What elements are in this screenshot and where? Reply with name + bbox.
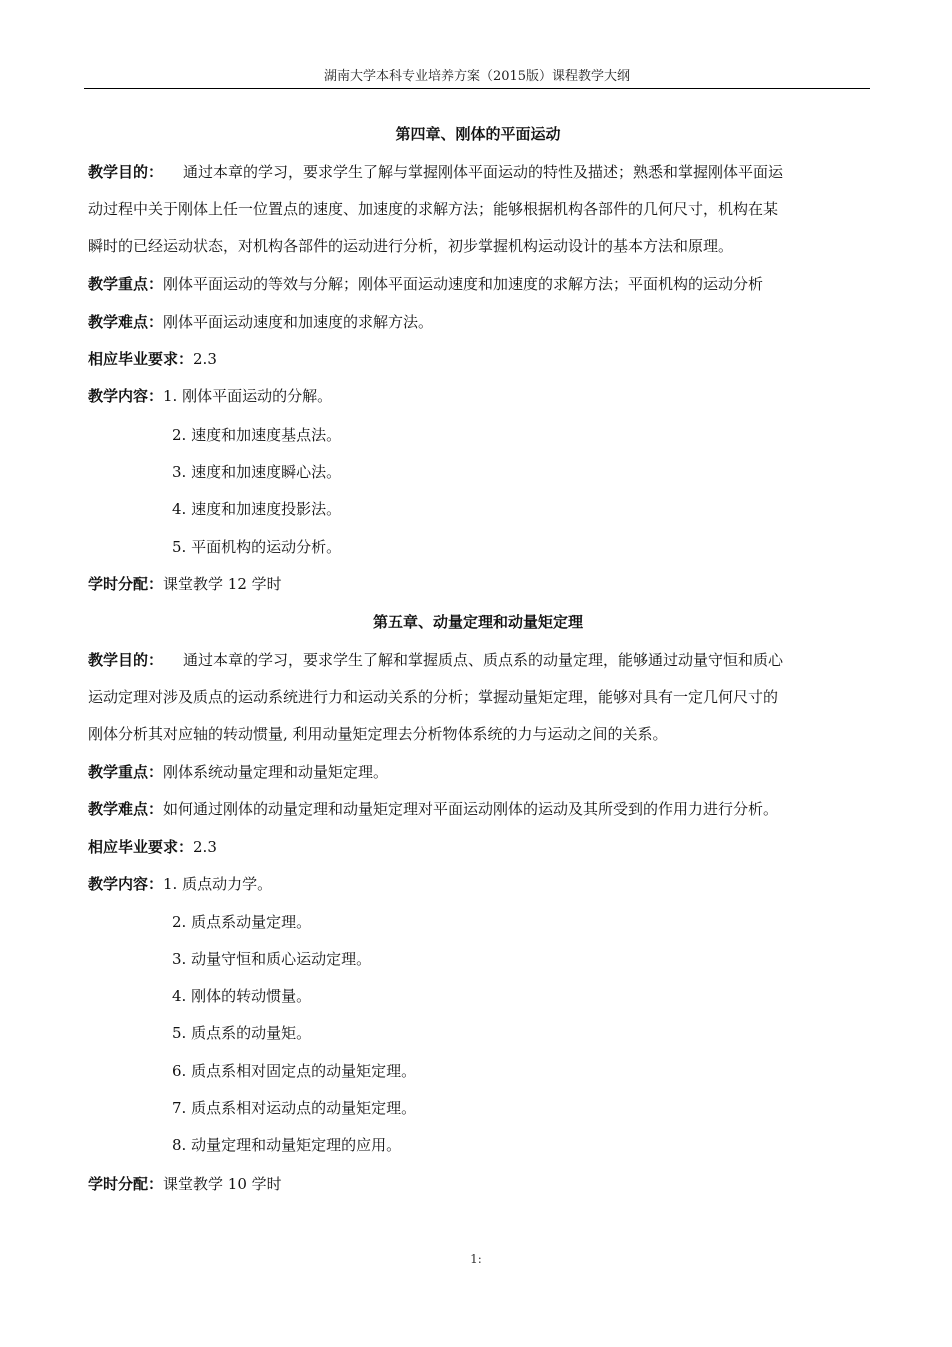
ch5-content-item-7: 7. 质点系相对运动点的动量矩定理。 — [172, 1099, 417, 1117]
ch5-content-item-1: 1. 质点动力学。 — [163, 875, 273, 893]
ch4-focus-label: 教学重点： — [88, 275, 164, 293]
ch5-content-item-8: 8. 动量定理和动量矩定理的应用。 — [172, 1136, 402, 1154]
ch4-content-item-5: 5. 平面机构的运动分析。 — [172, 538, 342, 556]
page-number: 1: — [470, 1252, 482, 1266]
header-rule — [84, 88, 870, 89]
ch5-purpose-label: 教学目的： — [88, 651, 164, 669]
ch4-focus — [88, 272, 868, 296]
ch4-requirement — [88, 347, 868, 371]
ch5-purpose-line-1 — [88, 648, 868, 672]
ch4-purpose-text-2: 动过程中关于刚体上任一位置点的速度、加速度的求解方法；能够根据机构各部件的几何尺寸，机构在某 — [88, 200, 779, 218]
ch4-purpose-text-3: 瞬时的已经运动状态，对机构各部件的运动进行分析，初步掌握机构运动设计的基本方法和原理。 — [88, 237, 734, 255]
chapter-4-title: 第四章、刚体的平面运动 — [395, 125, 561, 143]
ch4-hours-label: 学时分配： — [88, 575, 164, 593]
ch5-focus — [88, 760, 868, 784]
ch5-hours-value: 课堂教学 10 学时 — [163, 1175, 282, 1193]
ch5-content-item-4: 4. 刚体的转动惯量。 — [172, 987, 312, 1005]
ch4-content-item-2: 2. 速度和加速度基点法。 — [172, 426, 342, 444]
ch4-difficulty-label: 教学难点： — [88, 313, 164, 331]
ch5-hours-label: 学时分配： — [88, 1175, 164, 1193]
ch5-requirement-label: 相应毕业要求： — [88, 838, 194, 856]
ch5-purpose-text-3: 刚体分析其对应轴的转动惯量, 利用动量矩定理去分析物体系统的力与运动之间的关系。 — [88, 725, 668, 743]
ch5-content-item-5: 5. 质点系的动量矩。 — [172, 1024, 312, 1042]
ch5-purpose-text-2: 运动定理对涉及质点的运动系统进行力和运动关系的分析；掌握动量矩定理，能够对具有一定几何尺寸的 — [88, 688, 779, 706]
ch5-focus-label: 教学重点： — [88, 763, 164, 781]
ch5-content-item-2: 2. 质点系动量定理。 — [172, 913, 312, 931]
page-header: 湖南大学本科专业培养方案（2015版）课程教学大纲 — [323, 69, 631, 84]
ch4-difficulty-text: 刚体平面运动速度和加速度的求解方法。 — [163, 313, 434, 331]
ch4-requirement-value: 2.3 — [193, 350, 217, 368]
ch5-requirement — [88, 835, 868, 859]
ch5-difficulty-text: 如何通过刚体的动量定理和动量矩定理对平面运动刚体的运动及其所受到的作用力进行分析。 — [163, 800, 779, 818]
ch5-content — [88, 872, 868, 896]
ch5-difficulty-label: 教学难点： — [88, 800, 164, 818]
ch5-requirement-value: 2.3 — [193, 838, 217, 856]
ch4-content-item-4: 4. 速度和加速度投影法。 — [172, 500, 342, 518]
ch4-purpose-text-1: 通过本章的学习，要求学生了解与掌握刚体平面运动的特性及描述；熟悉和掌握刚体平面运 — [183, 163, 784, 181]
ch5-focus-text: 刚体系统动量定理和动量矩定理。 — [163, 763, 389, 781]
ch4-purpose-label: 教学目的： — [88, 163, 164, 181]
ch5-content-label: 教学内容： — [88, 875, 164, 893]
ch4-hours-value: 课堂教学 12 学时 — [163, 575, 282, 593]
ch5-purpose-text-1: 通过本章的学习，要求学生了解和掌握质点、质点系的动量定理，能够通过动量守恒和质心 — [183, 651, 784, 669]
ch4-content-item-1: 1. 刚体平面运动的分解。 — [163, 387, 333, 405]
ch4-focus-text: 刚体平面运动的等效与分解；刚体平面运动速度和加速度的求解方法；平面机构的运动分析 — [163, 275, 764, 293]
ch4-purpose-line-1 — [88, 160, 868, 184]
ch5-hours — [88, 1172, 868, 1196]
ch4-content — [88, 384, 868, 408]
ch4-hours — [88, 572, 868, 596]
ch5-difficulty — [88, 797, 868, 821]
ch4-difficulty — [88, 310, 868, 334]
ch4-requirement-label: 相应毕业要求： — [88, 350, 194, 368]
ch4-content-item-3: 3. 速度和加速度瞬心法。 — [172, 463, 342, 481]
ch5-content-item-6: 6. 质点系相对固定点的动量矩定理。 — [172, 1062, 417, 1080]
chapter-5-title: 第五章、动量定理和动量矩定理 — [372, 613, 583, 631]
ch5-content-item-3: 3. 动量守恒和质心运动定理。 — [172, 950, 372, 968]
ch4-content-label: 教学内容： — [88, 387, 164, 405]
